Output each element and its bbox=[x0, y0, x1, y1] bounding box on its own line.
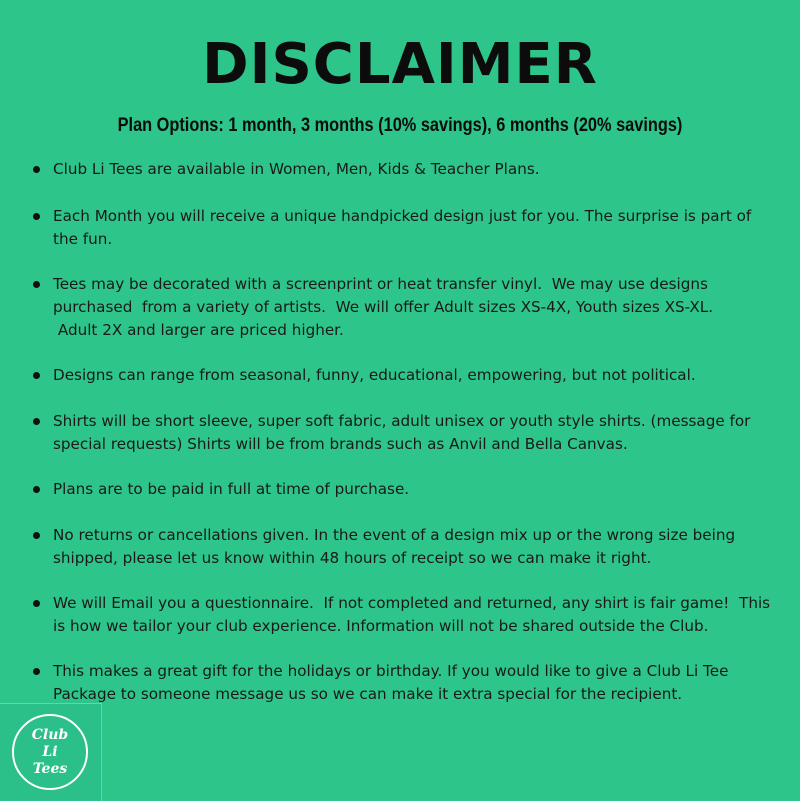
disclaimer-title: DISCLAIMER bbox=[202, 32, 598, 97]
list-item bbox=[53, 592, 773, 638]
list-item bbox=[53, 273, 773, 342]
bullet-icon bbox=[33, 486, 40, 493]
list-item bbox=[53, 364, 773, 387]
list-item-text: No returns or cancellations given. In the event of a design mix up or the wrong size being shipped, please let us know within 48 hours of receipt so we can make it right. bbox=[53, 526, 736, 567]
list-item-text: Tees may be decorated with a screenprint or heat transfer vinyl. We may use designs purchased from a variety of artists. We will offer Adult sizes XS-4X, Youth sizes XS-XL. Adult 2X and larger are priced higher. bbox=[53, 275, 714, 339]
bullet-icon bbox=[33, 281, 40, 288]
list-item-text: We will Email you a questionnaire. If not completed and returned, any shirt is fair game! This is how we tailor your club experience. Information will not be shared outside the Club. bbox=[53, 594, 771, 635]
list-item bbox=[53, 410, 773, 456]
list-item-text: Club Li Tees are available in Women, Men, Kids & Teacher Plans. bbox=[53, 160, 540, 178]
bullet-icon bbox=[33, 600, 40, 607]
list-item bbox=[53, 478, 773, 501]
logo-line-1: Club bbox=[31, 726, 69, 743]
list-item bbox=[53, 158, 773, 181]
list-item bbox=[53, 524, 773, 570]
bullet-icon bbox=[33, 668, 40, 675]
plan-options-subtitle: Plan Options: 1 month, 3 months (10% savings), 6 months (20% savings) bbox=[117, 115, 683, 136]
list-item-text: Each Month you will receive a unique handpicked design just for you. The surprise is part of the fun. bbox=[53, 207, 752, 248]
list-item-text: Plans are to be paid in full at time of purchase. bbox=[53, 480, 410, 498]
list-item bbox=[53, 205, 773, 251]
bullet-icon bbox=[33, 418, 40, 425]
logo-circle bbox=[12, 714, 88, 790]
list-item bbox=[53, 660, 773, 706]
list-item-text: This makes a great gift for the holidays or birthday. If you would like to give a Club Li Tee Package to someone message us so we can make it extra special for the recipient. bbox=[53, 662, 729, 703]
bullet-icon bbox=[33, 166, 40, 173]
bullet-icon bbox=[33, 532, 40, 539]
list-item-text: Designs can range from seasonal, funny, educational, empowering, but not political. bbox=[53, 366, 696, 384]
bullet-icon bbox=[33, 213, 40, 220]
bullet-icon bbox=[33, 372, 40, 379]
list-item-text: Shirts will be short sleeve, super soft fabric, adult unisex or youth style shirts. (message for special requests) Shirts will be from brands such as Anvil and Bella Canvas. bbox=[53, 412, 751, 453]
logo-line-3: Tees bbox=[32, 760, 68, 777]
club-li-tees-logo bbox=[0, 703, 102, 801]
logo-line-2: Li bbox=[42, 743, 58, 760]
